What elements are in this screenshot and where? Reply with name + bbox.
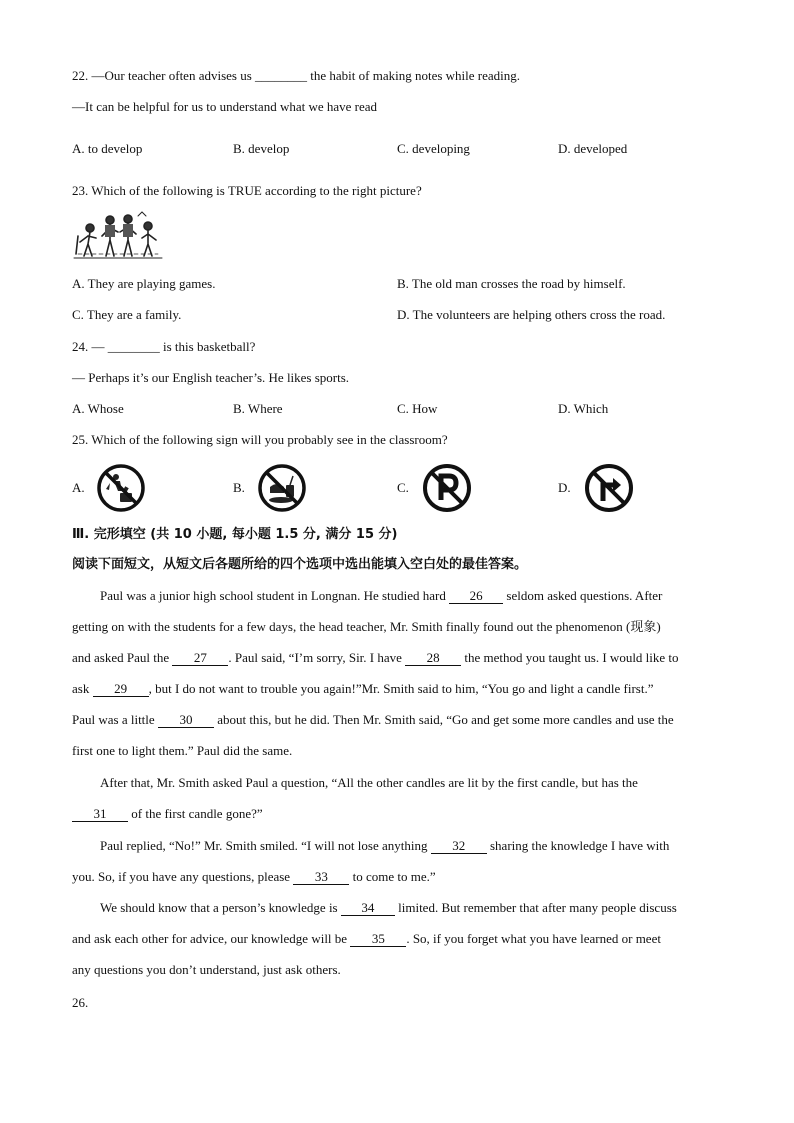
q24-option-b[interactable]: B. Where <box>233 401 283 416</box>
blank-35[interactable]: 35 <box>350 932 406 947</box>
q23-option-a[interactable]: A. They are playing games. <box>72 276 216 291</box>
q23-stem: 23. Which of the following is TRUE according to the right picture? <box>72 183 422 198</box>
no-littering-sign-icon[interactable] <box>96 463 146 513</box>
q25-stem: 25. Which of the following sign will you probably see in the classroom? <box>72 432 448 447</box>
q25-option-a-label[interactable]: A. <box>72 480 85 495</box>
blank-34[interactable]: 34 <box>341 901 395 916</box>
q25-option-b-label[interactable]: B. <box>233 480 245 495</box>
question-26-number: 26. <box>72 995 89 1010</box>
blank-31[interactable]: 31 <box>72 807 128 822</box>
blank-33[interactable]: 33 <box>293 870 349 885</box>
passage-paragraph-3: Paul replied, “No!” Mr. Smith smiled. “I will not lose anything 32 sharing the knowledge I have with you. So, if you have any questions, please 33 to come to me.” <box>72 838 670 884</box>
q23-option-b[interactable]: B. The old man crosses the road by himself. <box>397 276 626 291</box>
q22-option-b[interactable]: B. develop <box>233 141 290 156</box>
q22-reply: —It can be helpful for us to understand what we have read <box>72 99 378 114</box>
q23-option-c[interactable]: C. They are a family. <box>72 307 182 322</box>
no-food-drink-sign-icon[interactable] <box>257 463 307 513</box>
q24-option-c[interactable]: C. How <box>397 401 438 416</box>
q24-reply: — Perhaps it’s our English teacher’s. He likes sports. <box>72 370 350 385</box>
q24-option-a[interactable]: A. Whose <box>72 401 124 416</box>
blank-26[interactable]: 26 <box>449 589 503 604</box>
no-right-turn-sign-icon[interactable] <box>584 463 634 513</box>
passage-paragraph-1: Paul was a junior high school student in Longnan. He studied hard 26 seldom asked questions. After getting on with the students for a few days, the head teacher, Mr. Smith finally found out the phenomenon (现象) and asked Paul the 27 . Paul said, “I’m sorry, Sir. I have 28 the method you taught us. I would like to ask 29 , but I do not want to trouble you again!”Mr. Smith said to him, “You go and light a candle first.” Paul was a little 30 about this, but he did. Then Mr. Smith said, “Go and get some more candles and use the first one to light them.” Paul did the same. <box>72 588 679 758</box>
blank-27[interactable]: 27 <box>172 651 228 666</box>
q25-option-d-label[interactable]: D. <box>558 480 571 495</box>
blank-29[interactable]: 29 <box>93 682 149 697</box>
q22-option-c[interactable]: C. developing <box>397 141 470 156</box>
q24-stem: 24. — ________ is this basketball? <box>72 339 256 354</box>
q22-blank: ________ <box>255 68 308 83</box>
q24-blank: ________ <box>107 339 160 354</box>
blank-32[interactable]: 32 <box>431 839 487 854</box>
section-3-title: Ⅲ. 完形填空 (共 10 小题, 每小题 1.5 分, 满分 15 分) <box>72 527 398 542</box>
q23-option-d[interactable]: D. The volunteers are helping others cross the road. <box>397 307 666 322</box>
blank-28[interactable]: 28 <box>405 651 461 666</box>
q22-option-a[interactable]: A. to develop <box>72 141 143 156</box>
q25-option-c-label[interactable]: C. <box>397 480 409 495</box>
passage-paragraph-4: We should know that a person’s knowledge is 34 limited. But remember that after many people discuss and ask each other for advice, our knowledge will be 35 . So, if you forget what you have learned or meet any questions you don’t understand, just ask others. <box>72 900 677 977</box>
blank-30[interactable]: 30 <box>158 713 214 728</box>
q22-option-d[interactable]: D. developed <box>558 141 628 156</box>
section-3-instruction: 阅读下面短文，从短文后各题所给的四个选项中选出能填入空白处的最佳答案。 <box>72 557 528 572</box>
q24-option-d[interactable]: D. Which <box>558 401 609 416</box>
volunteers-crossing-road-picture <box>72 210 164 262</box>
passage-paragraph-2: After that, Mr. Smith asked Paul a question, “All the other candles are lit by the first candle, but has the 31 of the first candle gone?” <box>72 775 727 837</box>
no-parking-sign-icon[interactable] <box>422 463 472 513</box>
q22-stem: 22. —Our teacher often advises us ________ the habit of making notes while reading. <box>72 68 521 83</box>
